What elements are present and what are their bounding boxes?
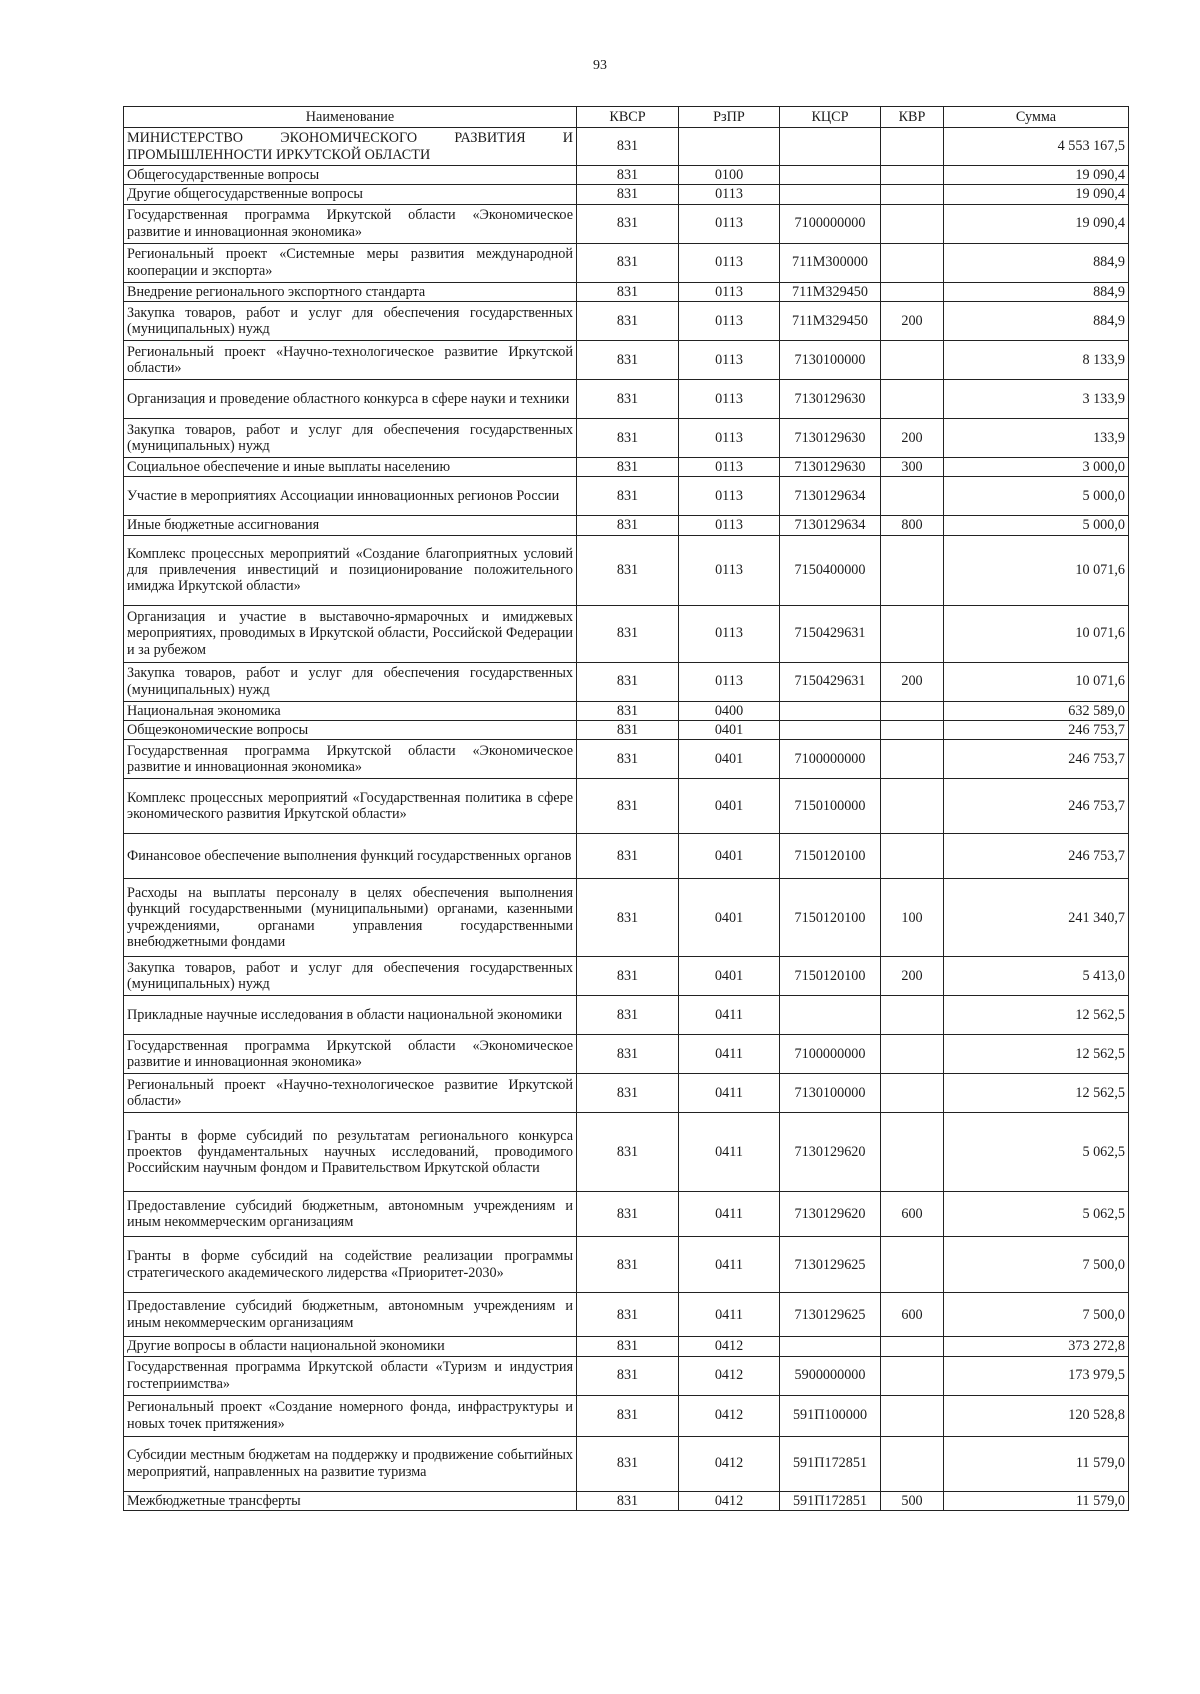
cell-sum: 246 753,7 xyxy=(944,779,1129,834)
cell-sum: 5 413,0 xyxy=(944,957,1129,996)
cell-kvr xyxy=(881,996,944,1035)
cell-name: Социальное обеспечение и иные выплаты населению xyxy=(124,457,577,476)
table-row xyxy=(124,185,1129,204)
cell-sum: 12 562,5 xyxy=(944,1074,1129,1113)
table-row xyxy=(124,662,1129,701)
cell-name: Региональный проект «Научно-технологическое развитие Иркутской области» xyxy=(124,1074,577,1113)
table-row xyxy=(124,204,1129,243)
cell-kvr xyxy=(881,535,944,605)
cell-kvr: 200 xyxy=(881,418,944,457)
cell-rzpr: 0113 xyxy=(679,535,780,605)
header-kvr: КВР xyxy=(881,107,944,128)
table-row xyxy=(124,834,1129,879)
cell-sum: 5 000,0 xyxy=(944,477,1129,516)
cell-name: Государственная программа Иркутской области «Экономическое развитие и инновационная экономика» xyxy=(124,204,577,243)
cell-kvsr: 831 xyxy=(577,1436,679,1491)
cell-kvr xyxy=(881,166,944,185)
cell-kcsr: 711M329450 xyxy=(780,282,881,301)
cell-rzpr: 0401 xyxy=(679,740,780,779)
cell-kcsr xyxy=(780,1337,881,1356)
cell-kvsr: 831 xyxy=(577,879,679,957)
table-header-row xyxy=(124,107,1129,128)
cell-rzpr: 0113 xyxy=(679,516,780,535)
table-row xyxy=(124,879,1129,957)
cell-name: Финансовое обеспечение выполнения функций государственных органов xyxy=(124,834,577,879)
cell-sum: 373 272,8 xyxy=(944,1337,1129,1356)
cell-kvsr: 831 xyxy=(577,243,679,282)
cell-name: Общегосударственные вопросы xyxy=(124,166,577,185)
cell-kvsr: 831 xyxy=(577,1356,679,1395)
table-row xyxy=(124,477,1129,516)
cell-kvsr: 831 xyxy=(577,1074,679,1113)
cell-name: Государственная программа Иркутской области «Экономическое развитие и инновационная экономика» xyxy=(124,1035,577,1074)
table-row xyxy=(124,1237,1129,1293)
cell-kcsr xyxy=(780,701,881,720)
cell-kcsr: 7130129630 xyxy=(780,418,881,457)
cell-sum: 632 589,0 xyxy=(944,701,1129,720)
cell-kvr: 800 xyxy=(881,516,944,535)
cell-kcsr: 7150100000 xyxy=(780,779,881,834)
cell-kvsr: 831 xyxy=(577,204,679,243)
cell-sum: 12 562,5 xyxy=(944,1035,1129,1074)
cell-kcsr: 7100000000 xyxy=(780,1035,881,1074)
cell-kvsr: 831 xyxy=(577,779,679,834)
cell-kcsr: 591П100000 xyxy=(780,1395,881,1436)
cell-kcsr: 7130129634 xyxy=(780,516,881,535)
cell-kvsr: 831 xyxy=(577,166,679,185)
cell-kvsr: 831 xyxy=(577,418,679,457)
cell-name: Закупка товаров, работ и услуг для обеспечения государственных (муниципальных) нужд xyxy=(124,957,577,996)
cell-kcsr: 7130129625 xyxy=(780,1293,881,1337)
cell-rzpr: 0113 xyxy=(679,185,780,204)
cell-name: Гранты в форме субсидий на содействие реализации программы стратегического академического лидерства «Приоритет-2030» xyxy=(124,1237,577,1293)
header-rzpr: РзПР xyxy=(679,107,780,128)
cell-name: Внедрение регионального экспортного стандарта xyxy=(124,282,577,301)
cell-name: Общеэкономические вопросы xyxy=(124,720,577,739)
cell-kcsr: 7130129630 xyxy=(780,379,881,418)
cell-kvr xyxy=(881,379,944,418)
table-row xyxy=(124,1192,1129,1237)
cell-kvr xyxy=(881,1356,944,1395)
cell-kvsr: 831 xyxy=(577,662,679,701)
cell-kvsr: 831 xyxy=(577,1237,679,1293)
cell-sum: 884,9 xyxy=(944,301,1129,340)
cell-kvsr: 831 xyxy=(577,701,679,720)
cell-sum: 5 000,0 xyxy=(944,516,1129,535)
cell-kcsr: 7150120100 xyxy=(780,957,881,996)
cell-kcsr: 711M300000 xyxy=(780,243,881,282)
cell-name: Закупка товаров, работ и услуг для обеспечения государственных (муниципальных) нужд xyxy=(124,301,577,340)
cell-kvr: 200 xyxy=(881,662,944,701)
table-row xyxy=(124,301,1129,340)
cell-kcsr: 7130129634 xyxy=(780,477,881,516)
cell-name: Региональный проект «Создание номерного фонда, инфраструктуры и новых точек притяжения» xyxy=(124,1395,577,1436)
cell-rzpr: 0412 xyxy=(679,1491,780,1510)
cell-name: Гранты в форме субсидий по результатам регионального конкурса проектов фундаментальных научных исследований, проводимого Российским научным фондом и Правительством Иркутской области xyxy=(124,1113,577,1192)
cell-kvsr: 831 xyxy=(577,379,679,418)
cell-kvr xyxy=(881,1074,944,1113)
cell-name: Закупка товаров, работ и услуг для обеспечения государственных (муниципальных) нужд xyxy=(124,662,577,701)
table-row xyxy=(124,1293,1129,1337)
cell-rzpr: 0113 xyxy=(679,418,780,457)
header-kcsr: КЦСР xyxy=(780,107,881,128)
cell-sum: 241 340,7 xyxy=(944,879,1129,957)
cell-sum: 11 579,0 xyxy=(944,1436,1129,1491)
cell-sum: 4 553 167,5 xyxy=(944,128,1129,166)
cell-kcsr: 7150120100 xyxy=(780,834,881,879)
cell-kvsr: 831 xyxy=(577,301,679,340)
cell-kvsr: 831 xyxy=(577,535,679,605)
cell-name: Межбюджетные трансферты xyxy=(124,1491,577,1510)
table-row xyxy=(124,720,1129,739)
cell-kvsr: 831 xyxy=(577,1395,679,1436)
cell-sum: 10 071,6 xyxy=(944,605,1129,662)
cell-kcsr: 7150429631 xyxy=(780,605,881,662)
cell-kcsr: 591П172851 xyxy=(780,1436,881,1491)
cell-kvr xyxy=(881,477,944,516)
cell-rzpr: 0412 xyxy=(679,1395,780,1436)
header-name: Наименование xyxy=(124,107,577,128)
table-row xyxy=(124,1113,1129,1192)
cell-kvr xyxy=(881,1395,944,1436)
cell-kvr xyxy=(881,834,944,879)
cell-sum: 884,9 xyxy=(944,243,1129,282)
cell-rzpr: 0411 xyxy=(679,996,780,1035)
cell-rzpr: 0113 xyxy=(679,340,780,379)
cell-kvsr: 831 xyxy=(577,834,679,879)
cell-rzpr: 0412 xyxy=(679,1337,780,1356)
cell-kvr: 200 xyxy=(881,957,944,996)
cell-name: Предоставление субсидий бюджетным, автономным учреждениям и иным некоммерческим организациям xyxy=(124,1293,577,1337)
cell-name: Организация и проведение областного конкурса в сфере науки и техники xyxy=(124,379,577,418)
cell-kvsr: 831 xyxy=(577,720,679,739)
cell-kvsr: 831 xyxy=(577,957,679,996)
cell-name: Субсидии местным бюджетам на поддержку и продвижение событийных мероприятий, направленных на развитие туризма xyxy=(124,1436,577,1491)
header-sum: Сумма xyxy=(944,107,1129,128)
cell-sum: 5 062,5 xyxy=(944,1113,1129,1192)
cell-name: Участие в мероприятиях Ассоциации инновационных регионов России xyxy=(124,477,577,516)
cell-kvr: 600 xyxy=(881,1192,944,1237)
cell-kvsr: 831 xyxy=(577,1113,679,1192)
cell-kcsr: 7150400000 xyxy=(780,535,881,605)
cell-name: Комплекс процессных мероприятий «Создание благоприятных условий для привлечения инвестиций и позиционирование положительного имиджа Иркутской области» xyxy=(124,535,577,605)
cell-rzpr: 0113 xyxy=(679,301,780,340)
cell-kvr xyxy=(881,701,944,720)
cell-kcsr: 7130129620 xyxy=(780,1192,881,1237)
cell-rzpr: 0113 xyxy=(679,204,780,243)
cell-sum: 19 090,4 xyxy=(944,204,1129,243)
cell-sum: 7 500,0 xyxy=(944,1237,1129,1293)
cell-rzpr: 0411 xyxy=(679,1237,780,1293)
cell-kvsr: 831 xyxy=(577,516,679,535)
cell-kcsr: 7130129620 xyxy=(780,1113,881,1192)
cell-rzpr: 0401 xyxy=(679,879,780,957)
cell-rzpr: 0401 xyxy=(679,779,780,834)
cell-rzpr: 0411 xyxy=(679,1113,780,1192)
table-row xyxy=(124,457,1129,476)
cell-kvsr: 831 xyxy=(577,457,679,476)
cell-kcsr: 5900000000 xyxy=(780,1356,881,1395)
cell-kvsr: 831 xyxy=(577,1035,679,1074)
cell-rzpr: 0401 xyxy=(679,720,780,739)
cell-rzpr xyxy=(679,128,780,166)
table-row xyxy=(124,418,1129,457)
cell-kcsr xyxy=(780,996,881,1035)
cell-kcsr: 7100000000 xyxy=(780,204,881,243)
cell-rzpr: 0113 xyxy=(679,477,780,516)
cell-sum: 11 579,0 xyxy=(944,1491,1129,1510)
page-number: 93 xyxy=(593,58,607,73)
cell-rzpr: 0412 xyxy=(679,1356,780,1395)
cell-name: Предоставление субсидий бюджетным, автономным учреждениям и иным некоммерческим организациям xyxy=(124,1192,577,1237)
table-row xyxy=(124,701,1129,720)
cell-name: МИНИСТЕРСТВО ЭКОНОМИЧЕСКОГО РАЗВИТИЯ И ПРОМЫШЛЕННОСТИ ИРКУТСКОЙ ОБЛАСТИ xyxy=(124,128,577,166)
cell-kcsr xyxy=(780,128,881,166)
cell-kvsr: 831 xyxy=(577,1491,679,1510)
cell-rzpr: 0113 xyxy=(679,243,780,282)
table-row xyxy=(124,779,1129,834)
cell-kvsr: 831 xyxy=(577,1337,679,1356)
cell-rzpr: 0113 xyxy=(679,282,780,301)
cell-sum: 7 500,0 xyxy=(944,1293,1129,1337)
table-row xyxy=(124,340,1129,379)
cell-rzpr: 0113 xyxy=(679,379,780,418)
cell-name: Иные бюджетные ассигнования xyxy=(124,516,577,535)
cell-kcsr: 7130100000 xyxy=(780,1074,881,1113)
cell-sum: 19 090,4 xyxy=(944,166,1129,185)
cell-name: Расходы на выплаты персоналу в целях обеспечения выполнения функций государственными (муниципальными) органами, казенными учреждениями, органами управления государственными внебюджетными фондами xyxy=(124,879,577,957)
cell-kvsr: 831 xyxy=(577,128,679,166)
cell-kvr xyxy=(881,1436,944,1491)
cell-sum: 5 062,5 xyxy=(944,1192,1129,1237)
cell-kvr xyxy=(881,340,944,379)
table-row xyxy=(124,282,1129,301)
cell-rzpr: 0412 xyxy=(679,1436,780,1491)
cell-kcsr: 591П172851 xyxy=(780,1491,881,1510)
cell-kvr: 600 xyxy=(881,1293,944,1337)
cell-sum: 12 562,5 xyxy=(944,996,1129,1035)
cell-name: Региональный проект «Научно-технологическое развитие Иркутской области» xyxy=(124,340,577,379)
cell-sum: 173 979,5 xyxy=(944,1356,1129,1395)
table-row xyxy=(124,166,1129,185)
cell-kvr xyxy=(881,1113,944,1192)
cell-kvr xyxy=(881,128,944,166)
cell-kvsr: 831 xyxy=(577,282,679,301)
cell-rzpr: 0100 xyxy=(679,166,780,185)
cell-kvr: 500 xyxy=(881,1491,944,1510)
cell-kvsr: 831 xyxy=(577,996,679,1035)
cell-kvr xyxy=(881,605,944,662)
table-row xyxy=(124,243,1129,282)
cell-kcsr: 711M329450 xyxy=(780,301,881,340)
cell-rzpr: 0401 xyxy=(679,957,780,996)
cell-kvr xyxy=(881,1337,944,1356)
cell-name: Другие общегосударственные вопросы xyxy=(124,185,577,204)
table-row xyxy=(124,1395,1129,1436)
cell-kcsr: 7130129630 xyxy=(780,457,881,476)
cell-rzpr: 0400 xyxy=(679,701,780,720)
table-row xyxy=(124,1035,1129,1074)
cell-kvr xyxy=(881,779,944,834)
cell-kcsr xyxy=(780,166,881,185)
table-row xyxy=(124,379,1129,418)
cell-kvsr: 831 xyxy=(577,605,679,662)
cell-kvr: 200 xyxy=(881,301,944,340)
cell-name: Прикладные научные исследования в области национальной экономики xyxy=(124,996,577,1035)
cell-rzpr: 0411 xyxy=(679,1293,780,1337)
table-row xyxy=(124,996,1129,1035)
cell-kvr xyxy=(881,740,944,779)
cell-sum: 19 090,4 xyxy=(944,185,1129,204)
table-row xyxy=(124,605,1129,662)
cell-kvr xyxy=(881,204,944,243)
cell-sum: 246 753,7 xyxy=(944,740,1129,779)
budget-table xyxy=(123,106,1129,1511)
cell-kvsr: 831 xyxy=(577,740,679,779)
table-row xyxy=(124,957,1129,996)
cell-kvsr: 831 xyxy=(577,1293,679,1337)
cell-name: Государственная программа Иркутской области «Туризм и индустрия гостеприимства» xyxy=(124,1356,577,1395)
cell-name: Организация и участие в выставочно-ярмарочных и имиджевых мероприятиях, проводимых в Иркутской области, Российской Федерации и за рубежом xyxy=(124,605,577,662)
cell-name: Закупка товаров, работ и услуг для обеспечения государственных (муниципальных) нужд xyxy=(124,418,577,457)
table-body xyxy=(124,128,1129,1511)
table-row xyxy=(124,516,1129,535)
cell-sum: 10 071,6 xyxy=(944,535,1129,605)
table-row xyxy=(124,1436,1129,1491)
cell-kvsr: 831 xyxy=(577,185,679,204)
cell-kvsr: 831 xyxy=(577,1192,679,1237)
cell-kvr xyxy=(881,243,944,282)
table-row xyxy=(124,1356,1129,1395)
cell-rzpr: 0401 xyxy=(679,834,780,879)
table-row xyxy=(124,535,1129,605)
cell-name: Другие вопросы в области национальной экономики xyxy=(124,1337,577,1356)
cell-name: Государственная программа Иркутской области «Экономическое развитие и инновационная экономика» xyxy=(124,740,577,779)
cell-rzpr: 0113 xyxy=(679,662,780,701)
cell-sum: 246 753,7 xyxy=(944,720,1129,739)
cell-kcsr xyxy=(780,720,881,739)
cell-sum: 884,9 xyxy=(944,282,1129,301)
cell-kvr xyxy=(881,1035,944,1074)
table-row xyxy=(124,128,1129,166)
cell-name: Региональный проект «Системные меры развития международной кооперации и экспорта» xyxy=(124,243,577,282)
table-row xyxy=(124,1074,1129,1113)
cell-rzpr: 0113 xyxy=(679,605,780,662)
table-row xyxy=(124,1491,1129,1510)
cell-kvr: 300 xyxy=(881,457,944,476)
cell-sum: 3 133,9 xyxy=(944,379,1129,418)
table-row xyxy=(124,1337,1129,1356)
table-row xyxy=(124,740,1129,779)
cell-kvr xyxy=(881,720,944,739)
cell-kcsr: 7130100000 xyxy=(780,340,881,379)
cell-sum: 10 071,6 xyxy=(944,662,1129,701)
header-kvsr: КВСР xyxy=(577,107,679,128)
cell-kvsr: 831 xyxy=(577,477,679,516)
cell-kvsr: 831 xyxy=(577,340,679,379)
cell-rzpr: 0113 xyxy=(679,457,780,476)
cell-kcsr: 7130129625 xyxy=(780,1237,881,1293)
cell-rzpr: 0411 xyxy=(679,1035,780,1074)
cell-rzpr: 0411 xyxy=(679,1192,780,1237)
cell-rzpr: 0411 xyxy=(679,1074,780,1113)
cell-sum: 246 753,7 xyxy=(944,834,1129,879)
cell-sum: 8 133,9 xyxy=(944,340,1129,379)
cell-name: Национальная экономика xyxy=(124,701,577,720)
cell-sum: 3 000,0 xyxy=(944,457,1129,476)
cell-name: Комплекс процессных мероприятий «Государственная политика в сфере экономического развития Иркутской области» xyxy=(124,779,577,834)
cell-sum: 120 528,8 xyxy=(944,1395,1129,1436)
cell-kcsr: 7150429631 xyxy=(780,662,881,701)
cell-kvr xyxy=(881,282,944,301)
cell-kvr xyxy=(881,1237,944,1293)
cell-kcsr xyxy=(780,185,881,204)
cell-kvr: 100 xyxy=(881,879,944,957)
cell-kvr xyxy=(881,185,944,204)
cell-kcsr: 7100000000 xyxy=(780,740,881,779)
cell-sum: 133,9 xyxy=(944,418,1129,457)
cell-kcsr: 7150120100 xyxy=(780,879,881,957)
